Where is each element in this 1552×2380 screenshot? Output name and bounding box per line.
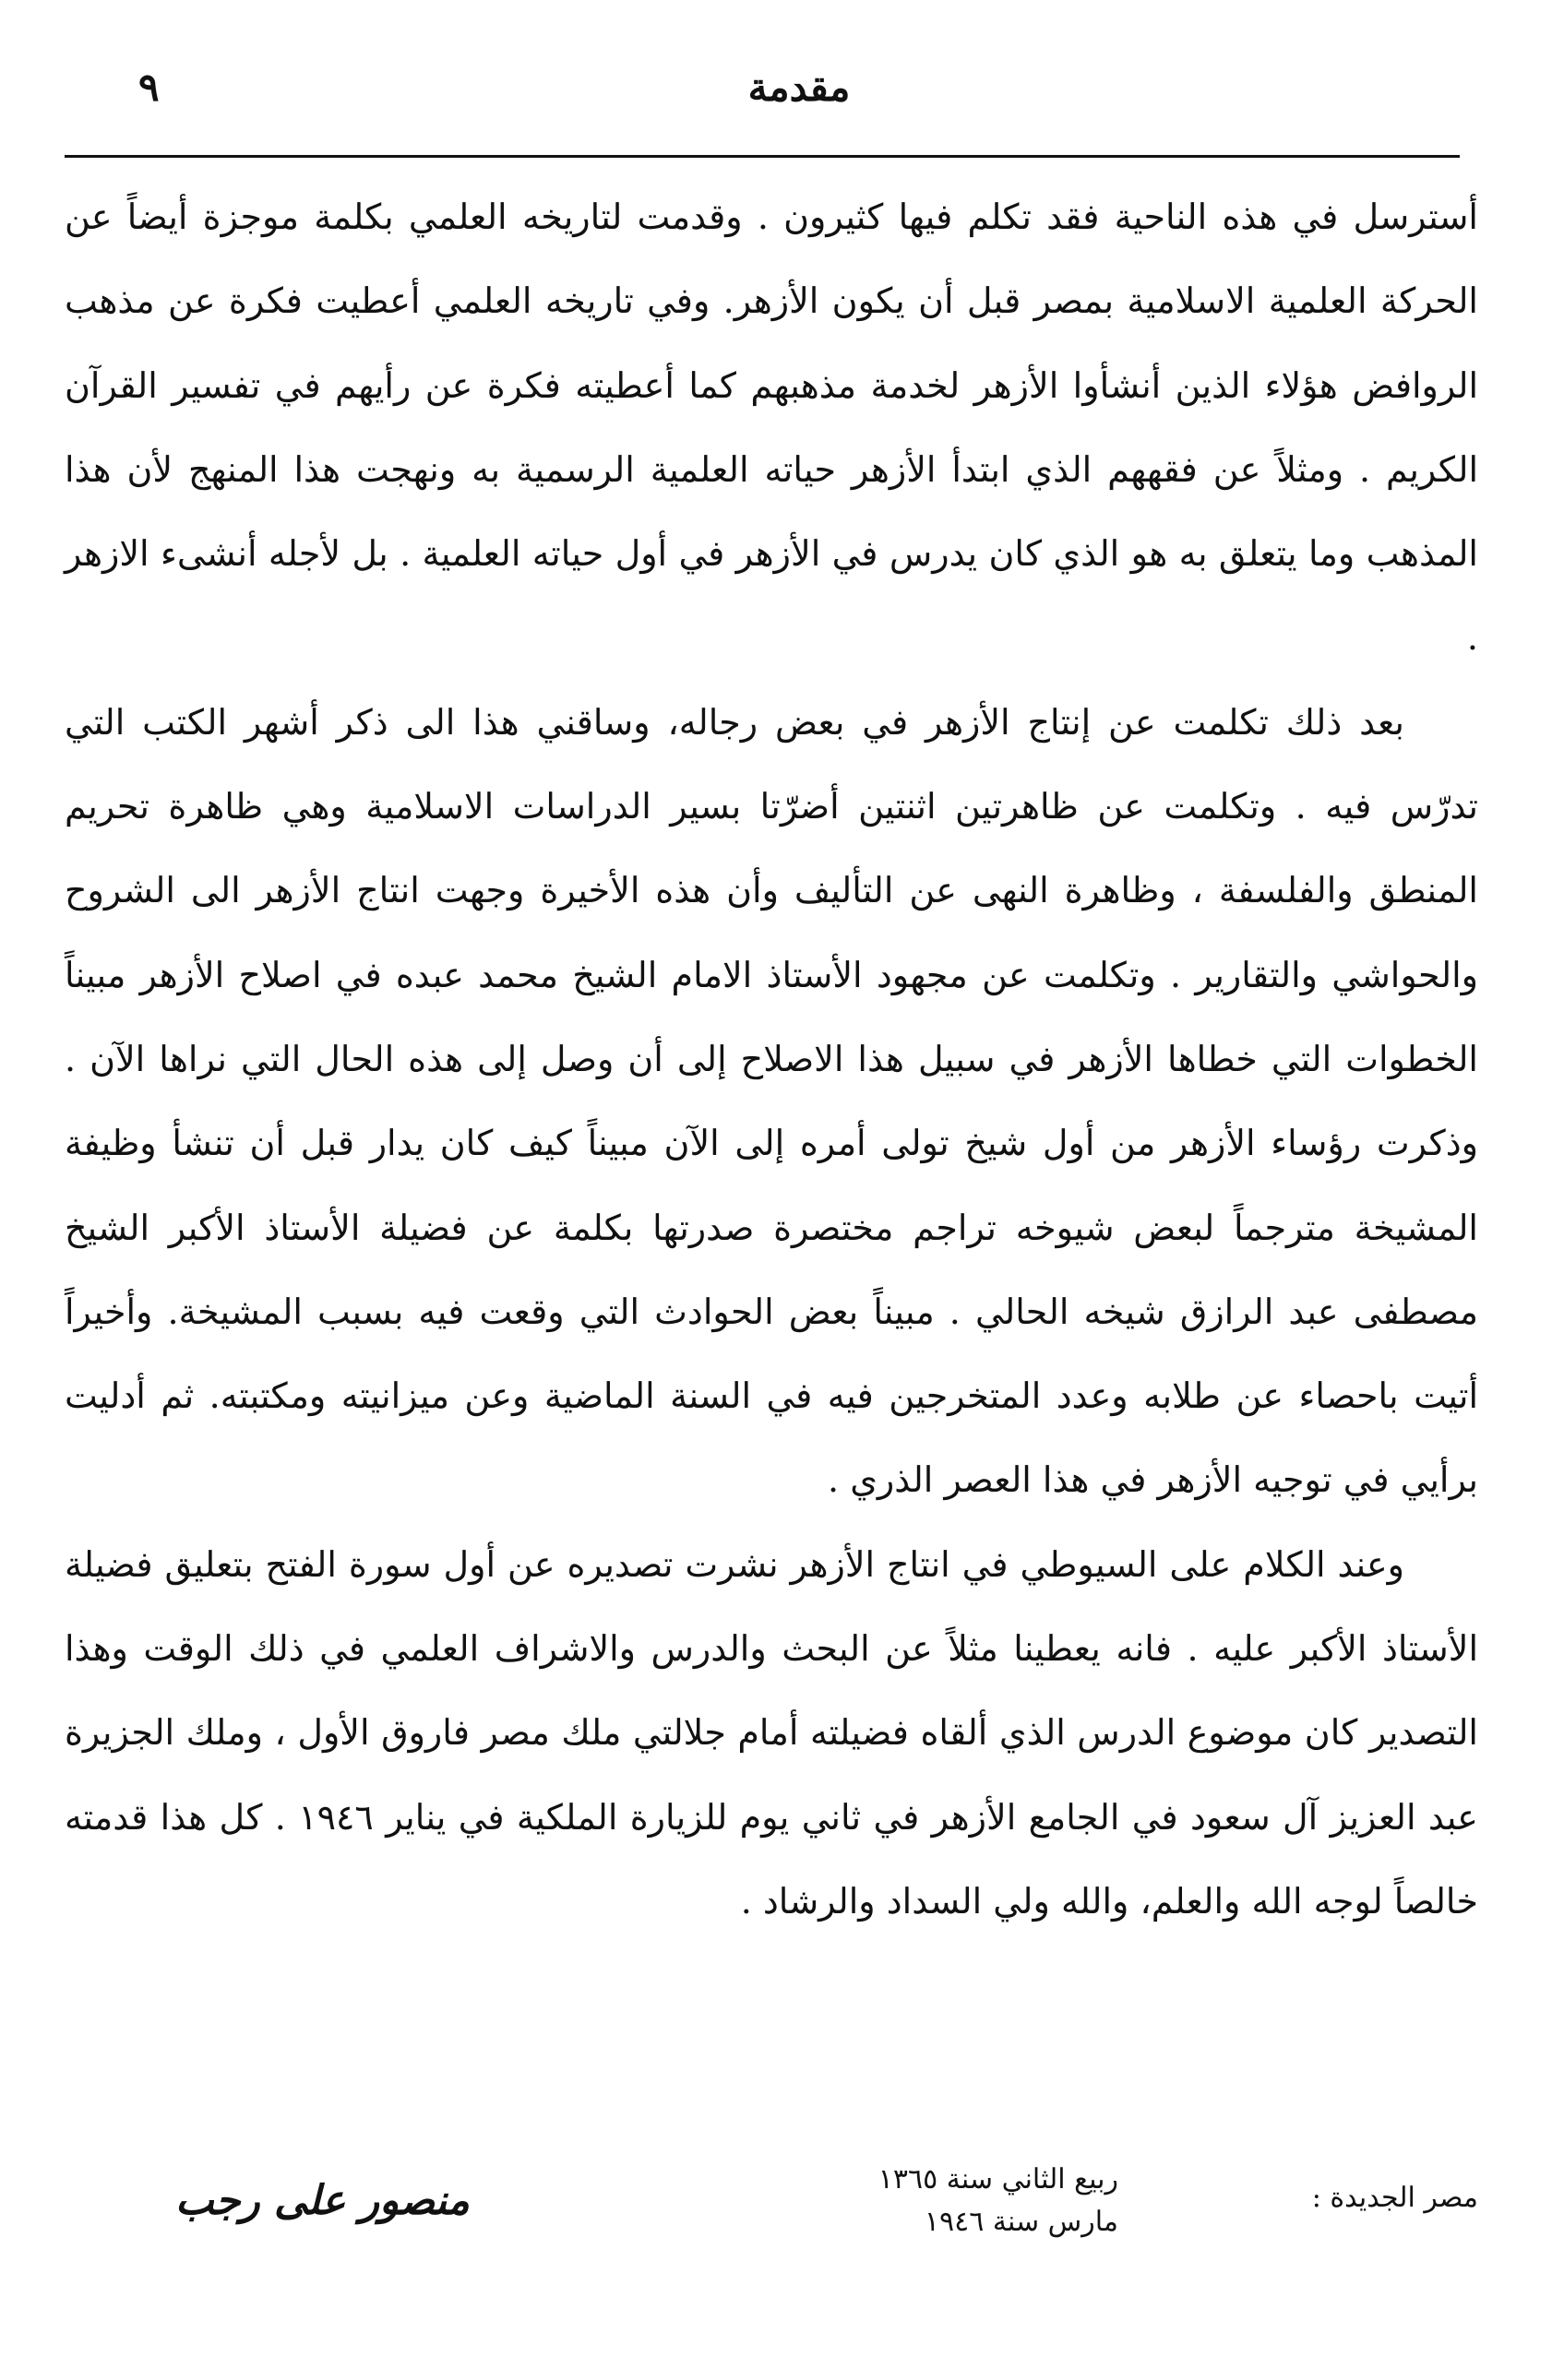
hijri-date: ربيع الثاني سنة ١٣٦٥ xyxy=(877,2163,1118,2196)
header-rule xyxy=(65,155,1460,158)
page-header xyxy=(138,65,1460,120)
footer-dates xyxy=(878,2159,1118,2243)
paragraph-2: بعد ذلك تكلمت عن إنتاج الأزهر في بعض رجاله، وساقني هذا الى ذكر أشهر الكتب التي تدرّس فيه . وتكلمت عن ظاهرتين اثنتين أضرّتا بسير الدراسات الاسلامية وهي ظاهرة تحريم المنطق والفلسفة ، وظاهرة النهى عن التأليف وأن هذه الأخيرة وجهت انتاج الأزهر الى الشروح والحواشي والتقارير . وتكلمت عن مجهود الأستاذ الامام الشيخ محمد عبده في اصلاح الأزهر مبيناً الخطوات التي خطاها الأزهر في سبيل هذا الاصلاح إلى أن وصل إلى هذه الحال التي نراها الآن . وذكرت رؤساء الأزهر من أول شيخ تولى أمره إلى الآن مبيناً كيف كان يدار قبل أن تنشأ وظيفة المشيخة مترجماً لبعض شيوخه تراجم مختصرة صدرتها بكلمة عن فضيلة الأستاذ الأكبر الشيخ مصطفى عبد الرازق شيخه الحالي . مبيناً بعض الحوادث التي وقعت فيه بسبب المشيخة. وأخيراً أتيت باحصاء عن طلابه وعدد المتخرجين فيه في السنة الماضية وعن ميزانيته ومكتبته. ثم أدليت برأيي في توجيه الأزهر في هذا العصر الذري . xyxy=(65,701,1478,1501)
paragraph-1: أسترسل في هذه الناحية فقد تكلم فيها كثيرون . وقدمت لتاريخه العلمي بكلمة موجزة أيضاً عن الحركة العلمية الاسلامية بمصر قبل أن يكون الأزهر. وفي تاريخه العلمي أعطيت فكرة عن مذهب الروافض هؤلاء الذين أنشأوا الأزهر لخدمة مذهبهم كما أعطيته فكرة عن رأيهم في تفسير القرآن الكريم . ومثلاً عن فقههم الذي ابتدأ الأزهر حياته العلمية الرسمية به ونهجت هذا المنهج لأن هذا المذهب وما يتعلق به هو الذي كان يدرس في الأزهر في أول حياته العلمية . بل لأجله أنشىء الازهر . xyxy=(65,196,1478,659)
paragraph-3: وعند الكلام على السيوطي في انتاج الأزهر نشرت تصديره عن أول سورة الفتح بتعليق فضيلة الأستاذ الأكبر عليه . فانه يعطينا مثلاً عن البحث والدرس والاشراف العلمي في ذلك الوقت وهذا التصدير كان موضوع الدرس الذي ألقاه فضيلته أمام جلالتي ملك مصر فاروق الأول ، وملك الجزيرة عبد العزيز آل سعود في الجامع الأزهر في ثاني يوم للزيارة الملكية في يناير ١٩٤٦ . كل هذا قدمته خالصاً لوجه الله والعلم، والله ولي السداد والرشاد . xyxy=(65,1543,1478,1922)
author-signature: منصور على رجب xyxy=(175,2177,470,2224)
page-number: ٩ xyxy=(138,65,160,110)
body-text xyxy=(65,175,1478,1944)
gregorian-date: مارس سنة ١٩٤٦ xyxy=(924,2206,1118,2238)
page-title: مقدمة xyxy=(747,65,851,110)
page-footer xyxy=(65,2159,1478,2288)
footer-place: مصر الجديدة : xyxy=(1311,2182,1478,2214)
